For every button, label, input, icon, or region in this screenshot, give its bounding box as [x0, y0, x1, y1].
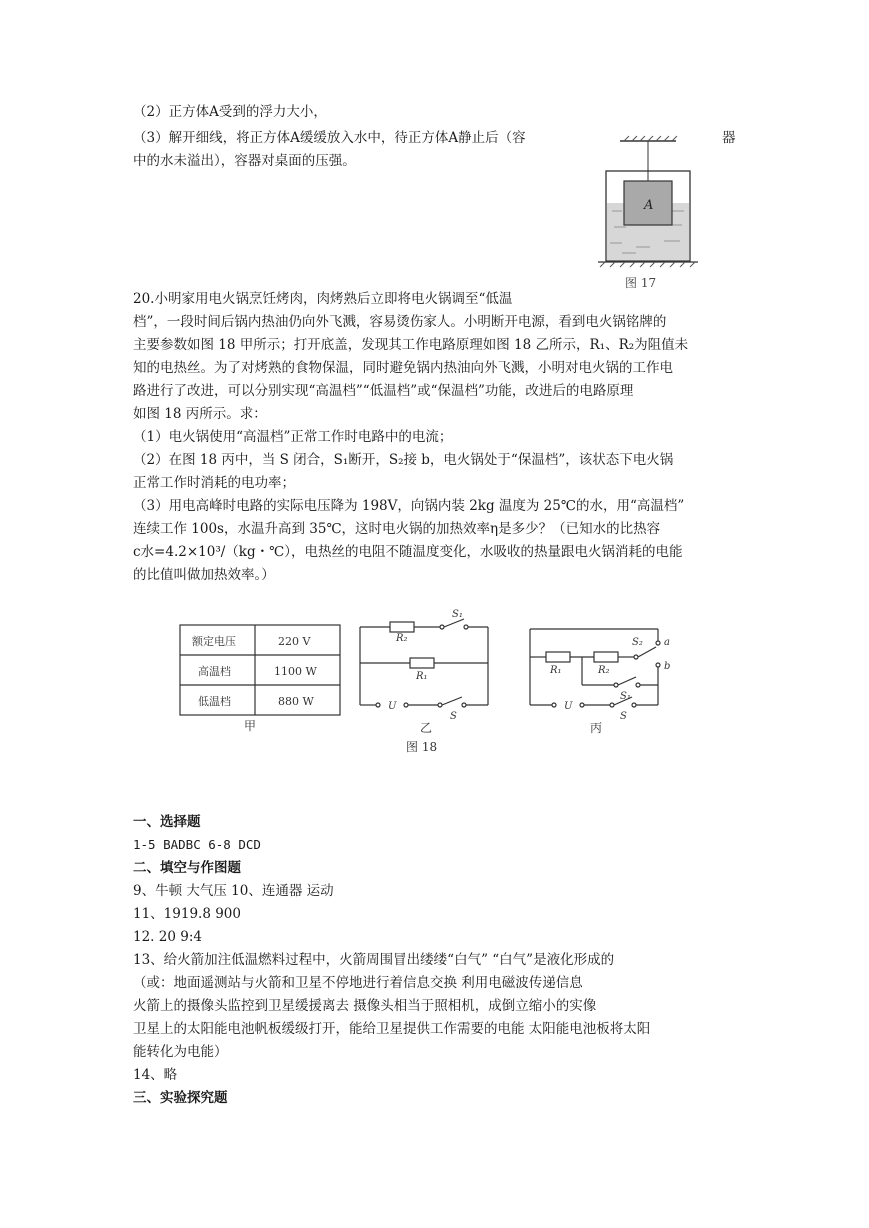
q20-line-4: 知的电热丝。为了对烤熟的食物保温，同时避免锅内热油向外飞溅，小明对电火锅的工作电 — [133, 360, 673, 376]
yi-s1-label: S₁ — [452, 609, 463, 620]
answer-line-4: 13、给火箭加注低温燃料过程中，火箭周围冒出缕缕“白气” “白气”是液化形成的 — [133, 952, 615, 968]
answer-line-9: 14、略 — [133, 1067, 178, 1083]
section-2-title: 二、填空与作图题 — [133, 860, 241, 876]
table-label-1: 高温档 — [198, 665, 231, 678]
q19-part3-line1: （3）解开细线，将正方体A缓缓放入水中，待正方体A静止后（容 — [133, 130, 526, 146]
bing-r2-label: R₂ — [598, 665, 610, 676]
table-value-0: 220 V — [278, 635, 311, 648]
q20-line-3: 主要参数如图 18 甲所示；打开底盖，发现其工作电路原理如图 18 乙所示，R₁、R₂为阻值未 — [133, 337, 689, 353]
section-3-title: 三、实验探究题 — [133, 1090, 228, 1106]
q20-line-6: 如图 18 丙所示。求： — [133, 406, 267, 422]
answer-line-8: 能转化为电能） — [133, 1044, 228, 1060]
figure-18 — [170, 605, 700, 765]
table-label-0: 额定电压 — [192, 635, 236, 648]
yi-s-label: S — [450, 711, 457, 722]
bing-s1-label: S₁ — [620, 691, 631, 702]
section-1-title: 一、选择题 — [133, 814, 201, 830]
q20-line-12: c水=4.2×10³/（kg・℃），电热丝的电阻不随温度变化，水吸收的热量跟电火锅消耗的电能 — [133, 544, 683, 560]
label-yi: 乙 — [420, 721, 433, 735]
answer-line-7: 卫星上的太阳能电池帆板缓级打开，能给卫星提供工作需要的电能 太阳能电池板将太阳 — [133, 1021, 651, 1037]
q19-part3-line1-end: 器 — [722, 130, 736, 146]
answer-line-1: 9、牛顿 大气压 10、连通器 运动 — [133, 883, 334, 899]
bing-r1-label: R₁ — [550, 665, 562, 676]
q20-line-13: 的比值叫做加热效率。） — [133, 567, 275, 583]
bing-a-label: a — [664, 637, 670, 648]
yi-r2-label: R₂ — [396, 633, 408, 644]
q20-line-8: （2）在图 18 丙中，当 S 闭合，S₁断开，S₂接 b，电火锅处于“保温档”，该状态下电火锅 — [133, 452, 674, 468]
q20-line-9: 正常工作时消耗的电功率； — [133, 475, 295, 491]
block-a-label: A — [644, 198, 654, 213]
yi-u-label: U — [388, 701, 397, 712]
label-bing: 丙 — [590, 721, 603, 735]
bing-s-label: S — [620, 711, 627, 722]
answer-line-5: （或：地面遥测站与火箭和卫星不停地进行着信息交换 利用电磁波传递信息 — [133, 975, 583, 991]
q19-part3-line2: 中的水未溢出），容器对桌面的压强。 — [133, 153, 356, 169]
table-value-1: 1100 W — [274, 665, 317, 678]
yi-r1-label: R₁ — [416, 671, 428, 682]
answer-line-6: 火箭上的摄像头监控到卫星缓援离去 摄像头相当于照相机，成倒立缩小的实像 — [133, 998, 597, 1014]
bing-b-label: b — [664, 661, 671, 672]
q20-line-11: 连续工作 100s，水温升高到 35℃，这时电火锅的加热效率η是多少？（已知水的比热容 — [133, 521, 661, 537]
section-1-answers: 1-5 BADBC 6-8 DCD — [133, 837, 261, 852]
q20-line-1: 20.小明家用电火锅烹饪烤肉，肉烤熟后立即将电火锅调至“低温 — [133, 291, 513, 307]
figure-18-caption: 图 18 — [406, 740, 438, 754]
figure-17 — [592, 135, 702, 295]
circuit-yi — [360, 619, 488, 707]
q20-line-10: （3）用电高峰时电路的实际电压降为 198V，向锅内装 2kg 温度为 25℃的水，用“高温档” — [133, 498, 685, 514]
q20-line-7: （1）电火锅使用“高温档”正常工作时电路中的电流； — [133, 429, 453, 445]
table-label-2: 低温档 — [198, 695, 231, 708]
q19-part2: （2）正方体A受到的浮力大小， — [133, 104, 327, 120]
table-value-2: 880 W — [278, 695, 314, 708]
figure-17-caption: 图 17 — [625, 276, 657, 290]
bing-s2-label: S₂ — [632, 637, 643, 648]
answer-line-2: 11、1919.8 900 — [133, 906, 241, 922]
bing-u-label: U — [564, 701, 573, 712]
q20-line-5: 路进行了改进，可以分别实现“高温档”“低温档”或“保温档”功能，改进后的电路原理 — [133, 383, 634, 399]
label-jia: 甲 — [244, 719, 257, 733]
q20-line-2: 档”，一段时间后锅内热油仍向外飞溅，容易烫伤家人。小明断开电源，看到电火锅铭牌的 — [133, 314, 667, 330]
answer-line-3: 12. 20 9:4 — [133, 929, 202, 945]
